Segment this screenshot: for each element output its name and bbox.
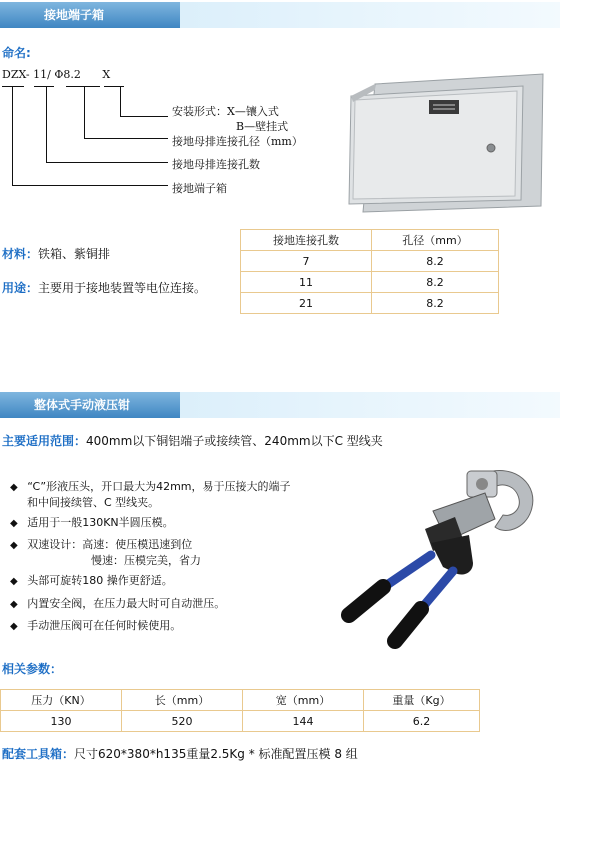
connector-line [104, 86, 124, 87]
material-row [2, 245, 110, 262]
code-part-holes: 11/ [33, 68, 51, 81]
section-header-tab [0, 2, 180, 28]
table-header-row [1, 690, 480, 711]
table-cell: 8.2 [372, 251, 499, 272]
legend-install: 安装形式：X—镶入式 [172, 105, 279, 118]
connector-line [120, 116, 168, 117]
scope-label: 主要适用范围： [2, 434, 87, 448]
table-header-cell: 压力（KN） [1, 690, 122, 711]
section-header-tab [0, 392, 180, 418]
table-row [1, 711, 480, 732]
table-row [241, 272, 499, 293]
diamond-bullet-icon: ◆ [10, 482, 18, 493]
table-row [241, 251, 499, 272]
usage-text: 主要用于接地装置等电位连接。 [38, 281, 207, 295]
feature-text: 头部可旋转180 操作更舒适。 [27, 574, 173, 587]
feature-item [10, 478, 291, 494]
diamond-bullet-icon: ◆ [10, 576, 18, 587]
table-cell: 520 [122, 711, 243, 732]
diamond-bullet-icon: ◆ [10, 518, 18, 529]
table-cell: 8.2 [372, 293, 499, 314]
usage-label: 用途： [2, 281, 39, 295]
code-part-prefix: DZX- [2, 68, 30, 81]
feature-continuation: 和中间接续管、C 型线夹。 [27, 496, 160, 509]
feature-text: 内置安全阀，在压力最大时可自动泄压。 [27, 597, 226, 610]
grounding-box-image [345, 56, 545, 216]
feature-item [10, 595, 225, 611]
connector-line [46, 86, 47, 163]
holes-table [240, 229, 499, 314]
feature-item [10, 536, 192, 552]
params-label: 相关参数： [2, 662, 63, 676]
legend-diameter: 接地母排连接孔径（mm） [172, 135, 303, 148]
table-header-cell: 接地连接孔数 [241, 230, 372, 251]
connector-line [2, 86, 24, 87]
code-part-install: X [102, 68, 111, 81]
hydraulic-crimper-image [335, 455, 545, 655]
code-part-diameter: Φ8.2 [54, 68, 81, 81]
diamond-bullet-icon: ◆ [10, 540, 18, 551]
connector-line [34, 86, 54, 87]
params-table [0, 689, 480, 732]
section-title: 整体式手动液压钳 [34, 398, 131, 412]
feature-text: 手动泄压阀可在任何时候使用。 [27, 619, 182, 632]
legend-box: 接地端子箱 [172, 182, 227, 195]
table-row [241, 293, 499, 314]
connector-line [84, 138, 168, 139]
model-code [2, 68, 110, 81]
table-header-cell: 孔径（mm） [372, 230, 499, 251]
table-header-cell: 重量（Kg） [364, 690, 480, 711]
section-header-bar [0, 2, 560, 28]
table-header-row [241, 230, 499, 251]
toolbox-label: 配套工具箱： [2, 747, 75, 761]
feature-item [10, 572, 173, 588]
table-cell: 130 [1, 711, 122, 732]
table-cell: 6.2 [364, 711, 480, 732]
connector-line [12, 86, 13, 186]
table-cell: 11 [241, 272, 372, 293]
connector-line [84, 86, 85, 139]
toolbox-text: 尺寸620*380*h135重量2.5Kg * 标准配置压模 8 组 [74, 747, 358, 761]
legend-holes: 接地母排连接孔数 [172, 158, 260, 171]
usage-row [2, 279, 206, 296]
feature-continuation: 慢速：压模完美，省力 [91, 554, 201, 567]
table-cell: 21 [241, 293, 372, 314]
section-title: 接地端子箱 [44, 8, 105, 22]
connector-line [66, 86, 100, 87]
feature-item [10, 617, 181, 633]
material-text: 铁箱、紫铜排 [38, 247, 111, 261]
connector-line [120, 86, 121, 117]
naming-label: 命名: [2, 46, 31, 60]
table-header-cell: 宽（mm） [243, 690, 364, 711]
table-cell: 8.2 [372, 272, 499, 293]
legend-install-b: B—壁挂式 [236, 120, 289, 133]
table-header-cell: 长（mm） [122, 690, 243, 711]
feature-text: 双速设计：高速：使压模迅速到位 [27, 538, 193, 551]
material-label: 材料： [2, 247, 39, 261]
section-header-bar [0, 392, 560, 418]
connector-line [12, 185, 168, 186]
scope-text: 400mm以下铜铝端子或接续管、240mm以下C 型线夹 [86, 434, 383, 448]
feature-item [10, 514, 174, 530]
toolbox-row [2, 745, 358, 762]
diamond-bullet-icon: ◆ [10, 599, 18, 610]
table-cell: 144 [243, 711, 364, 732]
feature-text: “C”形液压头，开口最大为42mm，易于压接大的端子 [27, 480, 291, 493]
diamond-bullet-icon: ◆ [10, 621, 18, 632]
connector-line [46, 162, 168, 163]
scope-row [2, 432, 383, 449]
table-cell: 7 [241, 251, 372, 272]
feature-text: 适用于一般130KN半圆压模。 [27, 516, 174, 529]
